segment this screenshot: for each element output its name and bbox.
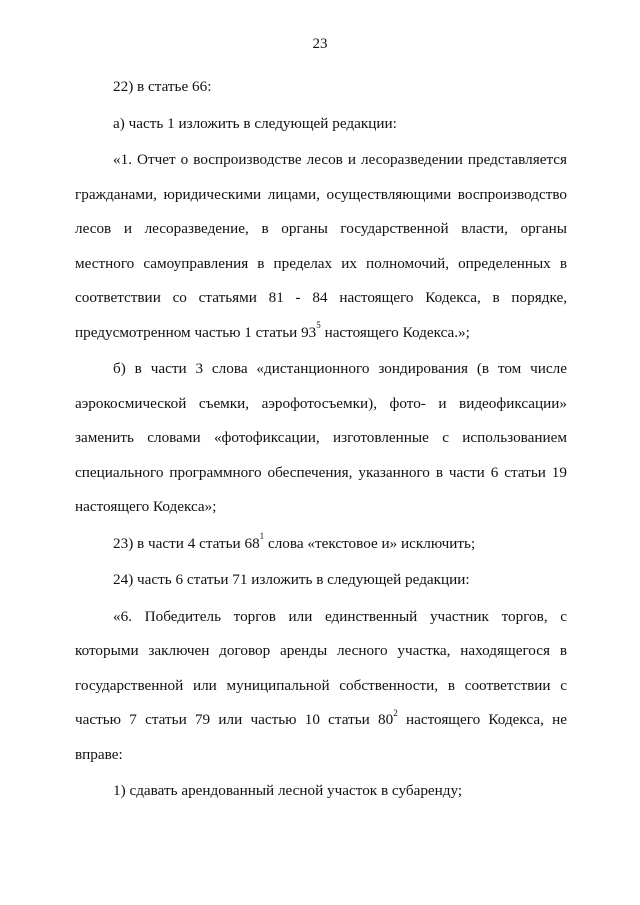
paragraph-23-text-tail: слова «текстовое и» исключить; [264, 534, 476, 552]
paragraph-22-a-superscript: 5 [316, 320, 321, 331]
paragraph-22-a-text [75, 143, 567, 350]
paragraph-24-superscript: 2 [393, 707, 398, 718]
paragraph-23 [75, 527, 567, 562]
paragraph-24-text-tail: настоящего Кодекса, не вправе: [75, 711, 567, 763]
paragraph-22-a-text-tail: настоящего Кодекса.»; [320, 323, 470, 341]
paragraph-22-a-text-main: «1. Отчет о воспроизводстве лесов и лесоразведении представляется гражданами, юридическими лицами, осуществляющими воспроизводство лесов и лесоразведение, в органы государственной власти, органы местного самоуправления в пределах их полномочий, определенных в соответствии со статьями 81 - 84 настоящего Кодекса, в порядке, предусмотренном частью 1 статьи 93 [75, 151, 567, 341]
paragraph-24-heading: 24) часть 6 статьи 71 изложить в следующей редакции: [113, 571, 470, 588]
paragraph-22-a: а) часть 1 изложить в следующей редакции: [113, 114, 397, 132]
page-number: 23 [312, 36, 328, 52]
paragraph-23-superscript: 1 [259, 531, 265, 542]
paragraph-22-heading: 22) в статье 66: [113, 78, 212, 95]
paragraph-24-text-main: «6. Победитель торгов или единственный участник торгов, с которыми заключен договор аренды лесного участка, находящегося в государственной или муниципальной собственности, в соответствии с частью 7 статьи 79 или частью 10 статьи 80 [75, 607, 567, 728]
paragraph-24-item-1: 1) сдавать арендованный лесной участок в субаренду; [113, 782, 463, 799]
paragraph-22-b: б) в части 3 слова «дистанционного зондирования (в том числе аэрокосмической съемки, аэрофотосъемки), фото- и видеофиксации» заменить словами «фотофиксации, изготовленные с использованием специального программного обеспечения, указанного в части 6 статьи 19 настоящего Кодекса»; [75, 360, 567, 515]
paragraph-24-text [75, 600, 567, 773]
document-body [75, 70, 567, 809]
paragraph-23-text-main: 23) в части 4 статьи 68 [113, 534, 260, 552]
